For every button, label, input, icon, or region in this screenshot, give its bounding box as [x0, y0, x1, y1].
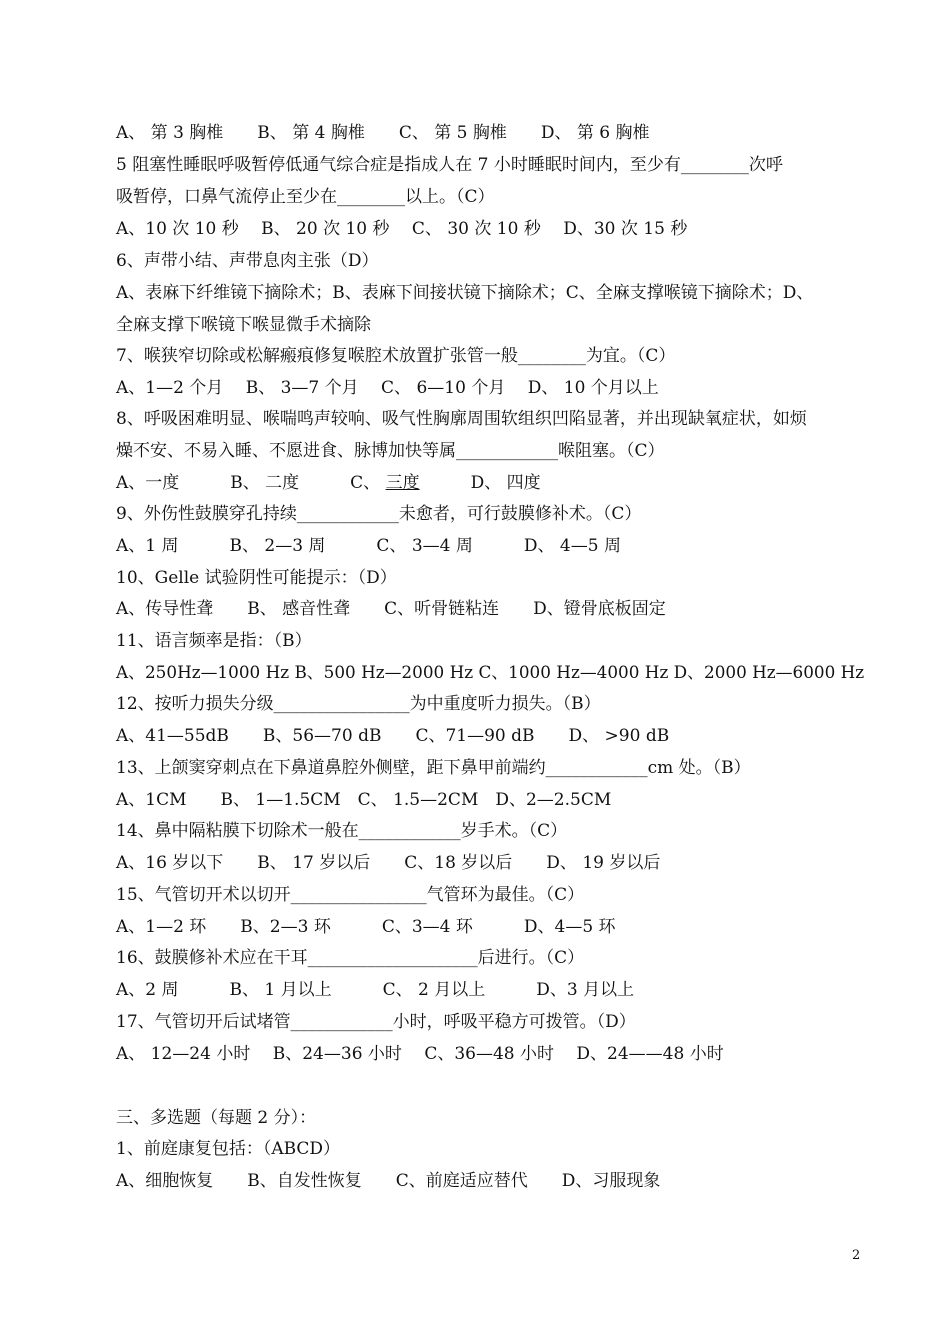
text-line: A、1—2 个月 B、 3—7 个月 C、 6—10 个月 D、 10 个月以上: [116, 378, 659, 398]
text-line: A、1 周 B、 2—3 周 C、 3—4 周 D、 4—5 周: [116, 536, 621, 556]
text-line: 燥不安、不易入睡、不愿进食、脉博加快等属____________喉阻塞。（C）: [116, 441, 665, 461]
text-line: 11、语言频率是指：（B）: [116, 631, 312, 651]
text-line: A、1—2 环 B、2—3 环 C、3—4 环 D、4—5 环: [116, 917, 616, 937]
text-line: A、 第 3 胸椎 B、 第 4 胸椎 C、 第 5 胸椎 D、 第 6 胸椎: [116, 123, 650, 143]
text-line: [116, 472, 541, 494]
text-line: 5 阻塞性睡眠呼吸暂停低通气综合症是指成人在 7 小时睡眠时间内，至少有________次呼: [116, 155, 783, 175]
text-line: 12、按听力损失分级________________为中重度听力损失。（B）: [116, 694, 601, 714]
text-line: 15、气管切开术以切开________________气管环为最佳。（C）: [116, 885, 585, 905]
text-line: 16、鼓膜修补术应在干耳____________________后进行。（C）: [116, 948, 585, 968]
option-text: A、一度 B、 二度 C、: [116, 473, 386, 493]
text-line: A、表麻下纤维镜下摘除术；B、表麻下间接状镜下摘除术；C、全麻支撑喉镜下摘除术；D、: [116, 283, 814, 303]
text-line: A、 12—24 小时 B、24—36 小时 C、36—48 小时 D、24——48 小时: [116, 1044, 724, 1064]
text-line: A、16 岁以下 B、 17 岁以后 C、18 岁以后 D、 19 岁以后: [116, 853, 661, 873]
text-line: 6、声带小结、声带息肉主张（D）: [116, 251, 379, 271]
text-line: A、传导性聋 B、 感音性聋 C、听骨链粘连 D、镫骨底板固定: [116, 599, 666, 619]
text-line: 1、前庭康复包括：（ABCD）: [116, 1139, 341, 1159]
section-heading: 三、多选题（每题 2 分）：: [116, 1108, 317, 1128]
text-line: A、10 次 10 秒 B、 20 次 10 秒 C、 30 次 10 秒 D、30 次 15 秒: [116, 219, 688, 239]
text-line: A、250Hz—1000 Hz B、500 Hz—2000 Hz C、1000 Hz—4000 Hz D、2000 Hz—6000 Hz: [116, 663, 865, 683]
text-line: A、41—55dB B、56—70 dB C、71—90 dB D、 >90 dB: [116, 726, 670, 746]
text-line: 9、外伤性鼓膜穿孔持续____________未愈者，可行鼓膜修补术。（C）: [116, 504, 642, 524]
text-line: 8、呼吸困难明显、喉喘鸣声较响、吸气性胸廓周围软组织凹陷显著，并出现缺氧症状，如烦: [116, 409, 807, 429]
text-line: 14、鼻中隔粘膜下切除术一般在____________岁手术。（C）: [116, 821, 568, 841]
option-text: D、 四度: [419, 473, 541, 493]
text-line: 7、喉狭窄切除或松解瘢痕修复喉腔术放置扩张管一般________为宜。（C）: [116, 346, 676, 366]
text-line: 10、Gelle 试验阴性可能提示：（D）: [116, 568, 397, 588]
text-line: A、1CM B、 1—1.5CM C、 1.5—2CM D、2—2.5CM: [116, 790, 612, 810]
text-line: 吸暂停，口鼻气流停止至少在________以上。（C）: [116, 187, 495, 207]
text-line: 17、气管切开后试堵管____________小时，呼吸平稳方可拨管。（D）: [116, 1012, 636, 1032]
text-line: A、细胞恢复 B、自发性恢复 C、前庭适应替代 D、习服现象: [116, 1171, 661, 1191]
text-line: A、2 周 B、 1 月以上 C、 2 月以上 D、3 月以上: [116, 980, 635, 1000]
underlined-answer: 三度: [385, 473, 420, 493]
text-line: 13、上颌窦穿刺点在下鼻道鼻腔外侧壁，距下鼻甲前端约____________cm 处。（B）: [116, 758, 751, 778]
text-line: 全麻支撑下喉镜下喉显微手术摘除: [116, 315, 371, 335]
page-number: 2: [852, 1248, 861, 1263]
